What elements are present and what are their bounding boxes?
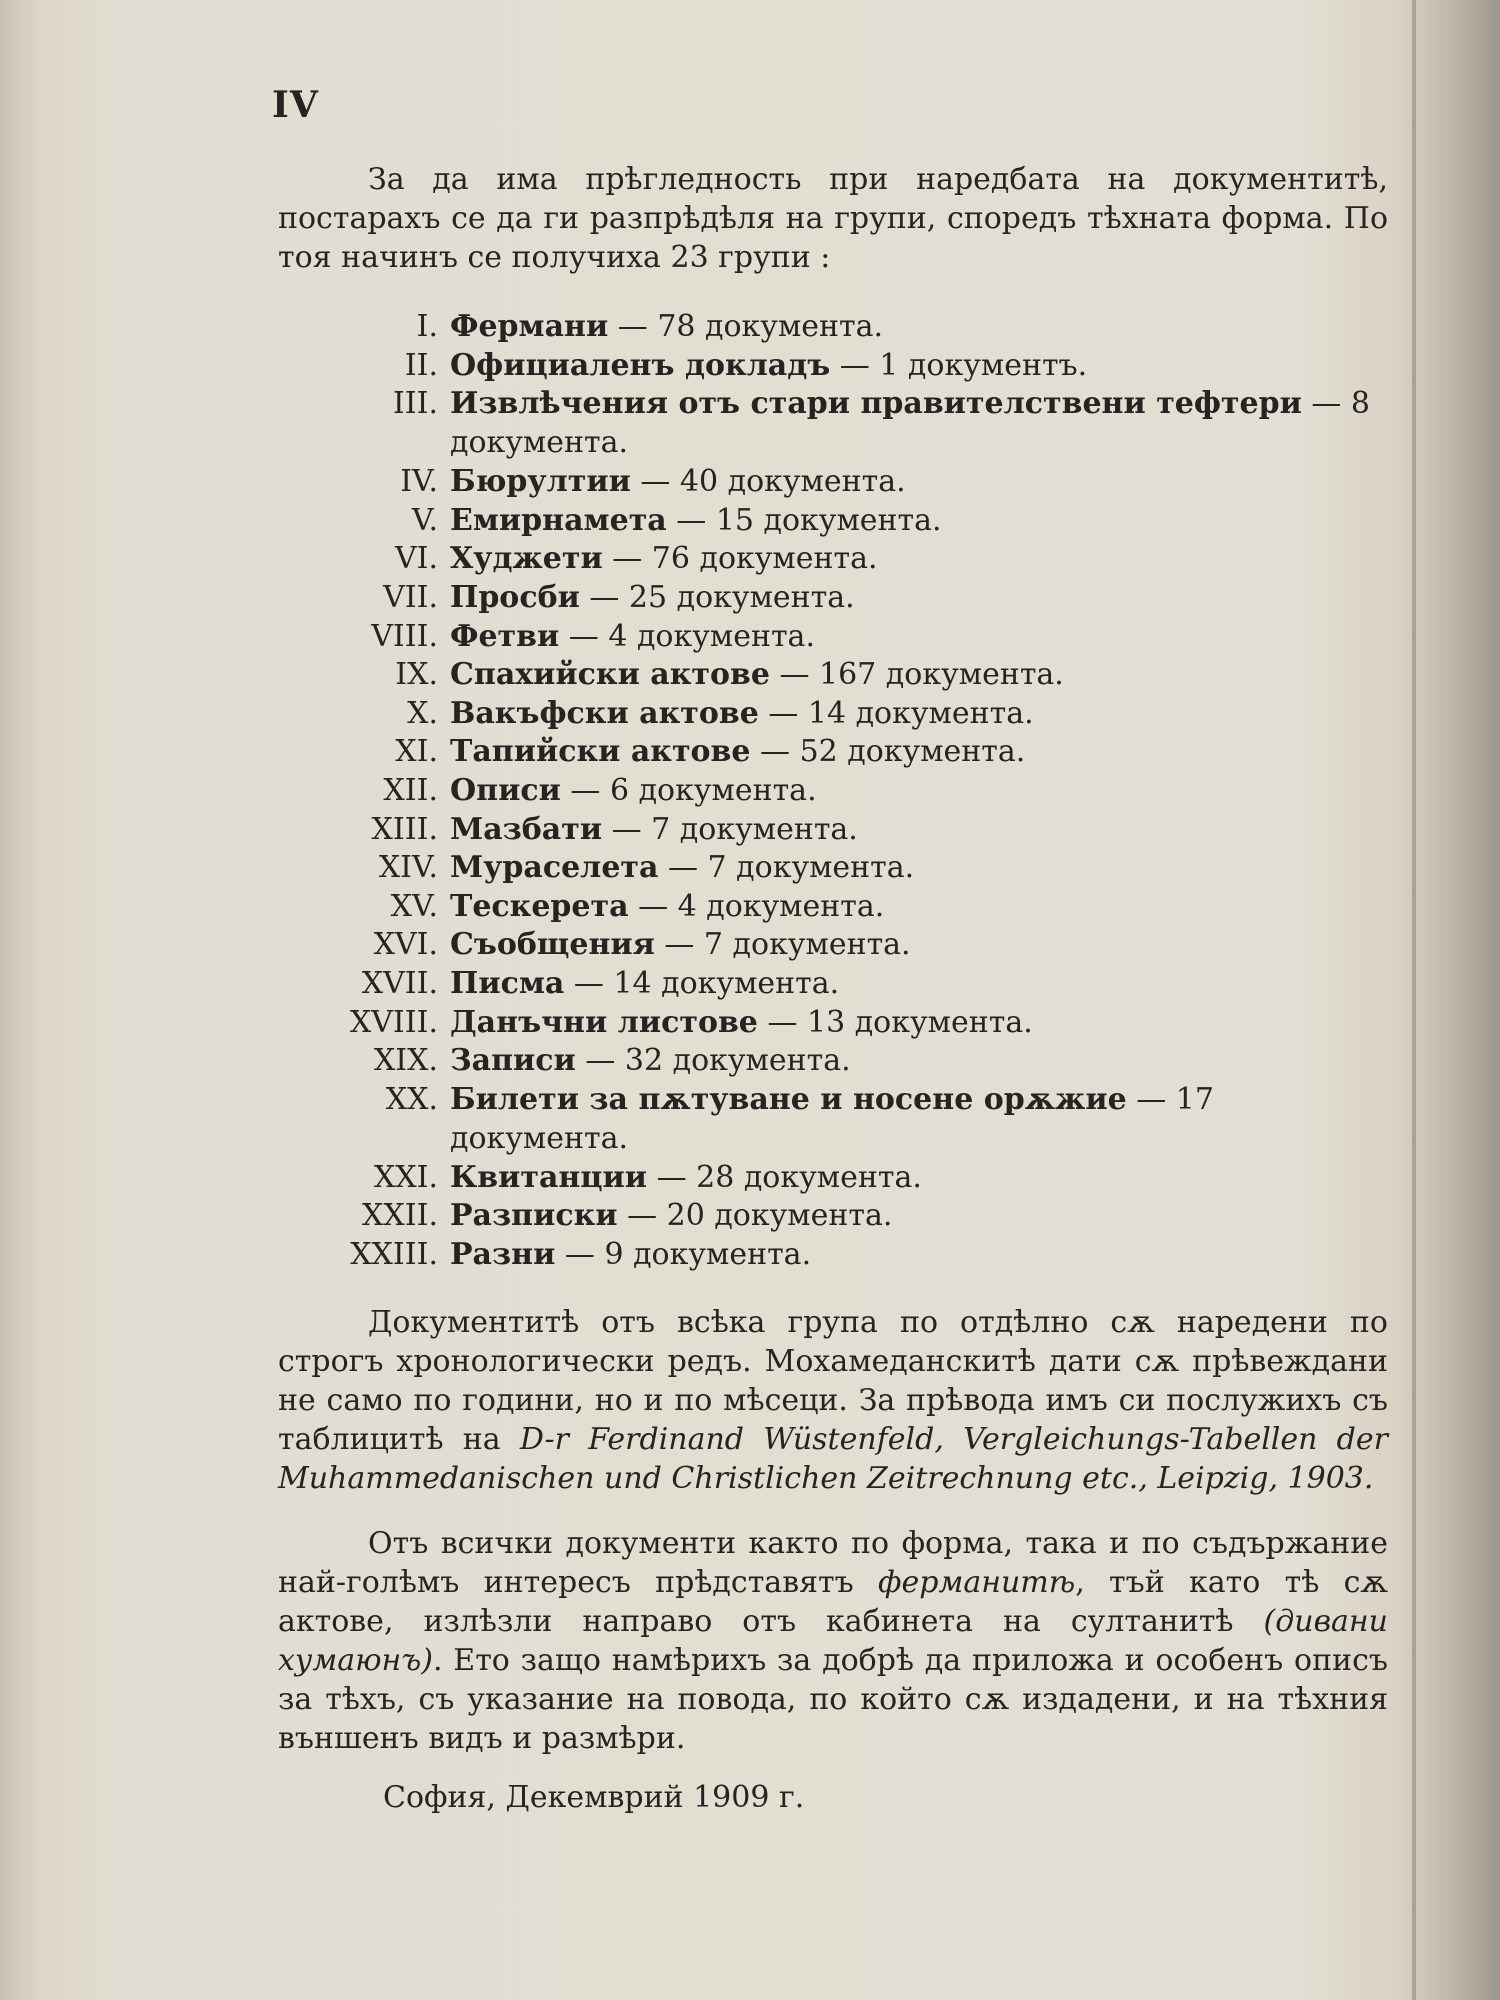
group-number: XI. [395,734,438,770]
group-item [278,848,1388,887]
group-count: — 4 документа. [638,888,885,924]
group-name: Съобщения [450,927,655,963]
group-entry [450,694,1388,733]
group-item [278,771,1388,810]
group-number: VIII. [371,618,438,654]
group-item [278,501,1388,540]
chronology-paragraph [278,1303,1388,1498]
group-item [278,1041,1388,1080]
group-entry [450,1196,1388,1235]
signature: София, Декемврий 1909 г. [383,1780,805,1816]
group-item [278,1003,1388,1042]
group-count: — 4 документа. [568,618,815,654]
group-item [278,462,1388,501]
group-number: XIV. [378,850,438,886]
group-count: — 167 документа. [779,657,1064,693]
page-edge [1412,0,1416,2000]
group-name: Мураселета [450,850,659,886]
group-name: Записи [450,1043,576,1079]
group-number: XV. [390,888,438,924]
group-entry [450,578,1388,617]
group-count: — 6 документа. [570,772,817,808]
page-number: IV [272,84,319,126]
group-number: XXIII. [350,1236,438,1272]
group-count: — 17 документа. [450,1081,1214,1156]
group-count: — 76 документа. [612,541,878,577]
group-entry [450,1235,1388,1274]
fermans-text-1: Отъ всички документи както по форма, така и по съдържание най-голѣмъ интересъ прѣдставятъ [278,1526,1388,1601]
group-count: — 32 документа. [585,1043,851,1079]
group-number: X. [407,695,438,731]
group-number: XVI. [373,927,438,963]
group-name: Извлѣчения отъ стари правителствени тефтери [450,386,1302,422]
group-name: Фермани [450,309,609,344]
group-name: Официаленъ докладъ [450,347,831,383]
group-item [278,539,1388,578]
group-entry [450,655,1388,694]
group-count: — 25 документа. [589,579,855,615]
group-item [278,887,1388,926]
group-list [278,307,1388,1273]
group-entry [450,964,1388,1003]
group-item [278,617,1388,656]
group-entry [450,887,1388,926]
group-number: I. [416,309,438,344]
group-entry [450,848,1388,887]
group-item [278,307,1388,346]
group-number: XIX. [373,1043,438,1079]
group-count: — 20 документа. [627,1198,893,1234]
group-name: Тапийски актове [450,734,751,770]
group-item [278,384,1388,462]
group-item [278,578,1388,617]
group-name: Мазбати [450,811,603,847]
fermans-text-3: . Ето защо намѣрихъ за добрѣ да приложа и особенъ описъ за тѣхъ, съ указание на повода, по който сѫ издадени, и на тѣхния външенъ видъ и размѣри. [278,1643,1388,1757]
group-item [278,1080,1388,1158]
group-entry [450,346,1388,385]
group-item [278,1196,1388,1235]
group-number: V. [412,502,438,538]
group-name: Тескерета [450,888,629,924]
group-entry [450,384,1388,462]
group-entry [450,307,1388,346]
group-name: Билети за пѫтуване и носене орѫжие [450,1081,1127,1117]
group-item [278,1235,1388,1274]
group-number: XII. [383,772,438,808]
group-name: Просби [450,579,580,615]
chronology-text: Документитѣ отъ всѣка група по отдѣлно сѫ наредени по строгъ хронологически редъ. Мохамеданскитѣ дати сѫ прѣвеждани не само по години, но и по мѣсеци. За прѣвода имъ си послужихъ съ таблицитѣ на [278,1305,1388,1458]
group-number: III. [392,386,438,422]
citation: D-r Ferdinand Wüstenfeld, Vergleichungs-Tabellen der Muhammedanischen und Christlichen Zeitrechnung etc., Leipzig, 1903. [278,1422,1388,1497]
group-number: XVIII. [349,1004,438,1040]
group-entry [450,462,1388,501]
group-number: VI. [394,541,438,577]
group-count: — 52 документа. [760,734,1026,770]
group-number: XX. [385,1081,438,1117]
group-item [278,655,1388,694]
group-number: XVII. [361,965,438,1001]
group-item [278,925,1388,964]
group-name: Вакъфски актове [450,695,759,731]
group-item [278,694,1388,733]
group-entry [450,1080,1388,1158]
group-count: — 7 документа. [611,811,858,847]
group-number: XIII. [371,811,438,847]
group-entry [450,732,1388,771]
fermans-term: ферманитѣ [878,1565,1076,1601]
group-number: XXI. [373,1159,438,1195]
group-name: Писма [450,965,565,1001]
group-name: Квитанции [450,1159,648,1195]
group-number: XXII. [362,1198,438,1234]
group-name: Бюрултии [450,464,631,500]
group-name: Худжети [450,541,603,577]
fermans-text-2: , тъй като тѣ сѫ актове, излѣзли направо отъ кабинета на султанитѣ [278,1565,1389,1640]
group-entry [450,810,1388,849]
group-entry [450,1041,1388,1080]
group-count: — 9 документа. [564,1236,812,1272]
group-name: Разписки [450,1198,618,1234]
group-count: — 28 документа. [656,1159,922,1195]
group-count: — 7 документа. [668,850,915,886]
group-name: Емирнамета [450,502,667,538]
group-name: Разни [450,1236,556,1272]
group-entry [450,539,1388,578]
group-number: VII. [383,579,438,615]
group-name: Данъчни листове [450,1004,758,1040]
group-number: II. [404,347,438,383]
group-name: Описи [450,772,561,808]
group-entry [450,1158,1388,1197]
group-name: Фетви [450,618,560,654]
group-entry [450,617,1388,656]
page-text [278,160,1388,1817]
group-count: — 8 документа. [450,386,1371,461]
group-count: — 14 документа. [573,965,840,1001]
group-item [278,810,1388,849]
group-item [278,1158,1388,1197]
fermans-paragraph [278,1524,1388,1758]
group-count: — 13 документа. [767,1004,1033,1040]
group-item [278,732,1388,771]
group-count: — 40 документа. [640,464,906,500]
intro-paragraph: За да има прѣгледность при наредбата на документитѣ, постарахъ се да ги разпрѣдѣля на групи, споредъ тѣхната форма. По тоя начинъ се получиха 23 групи : [278,162,1388,275]
group-number: IX. [395,657,438,693]
group-number: IV. [400,464,438,500]
divan-term: (дивани хумаюнъ) [278,1604,1388,1679]
group-entry [450,501,1388,540]
group-count: — 15 документа. [676,502,942,538]
group-name: Спахийски актове [450,657,770,693]
group-entry [450,771,1388,810]
group-item [278,964,1388,1003]
group-count: — 7 документа. [664,927,911,963]
group-count: — 14 документа. [768,695,1034,731]
group-item [278,346,1388,385]
group-entry [450,1003,1388,1042]
group-entry [450,925,1388,964]
group-count: — 1 документъ. [839,347,1088,383]
group-count: — 78 документа. [617,309,884,344]
